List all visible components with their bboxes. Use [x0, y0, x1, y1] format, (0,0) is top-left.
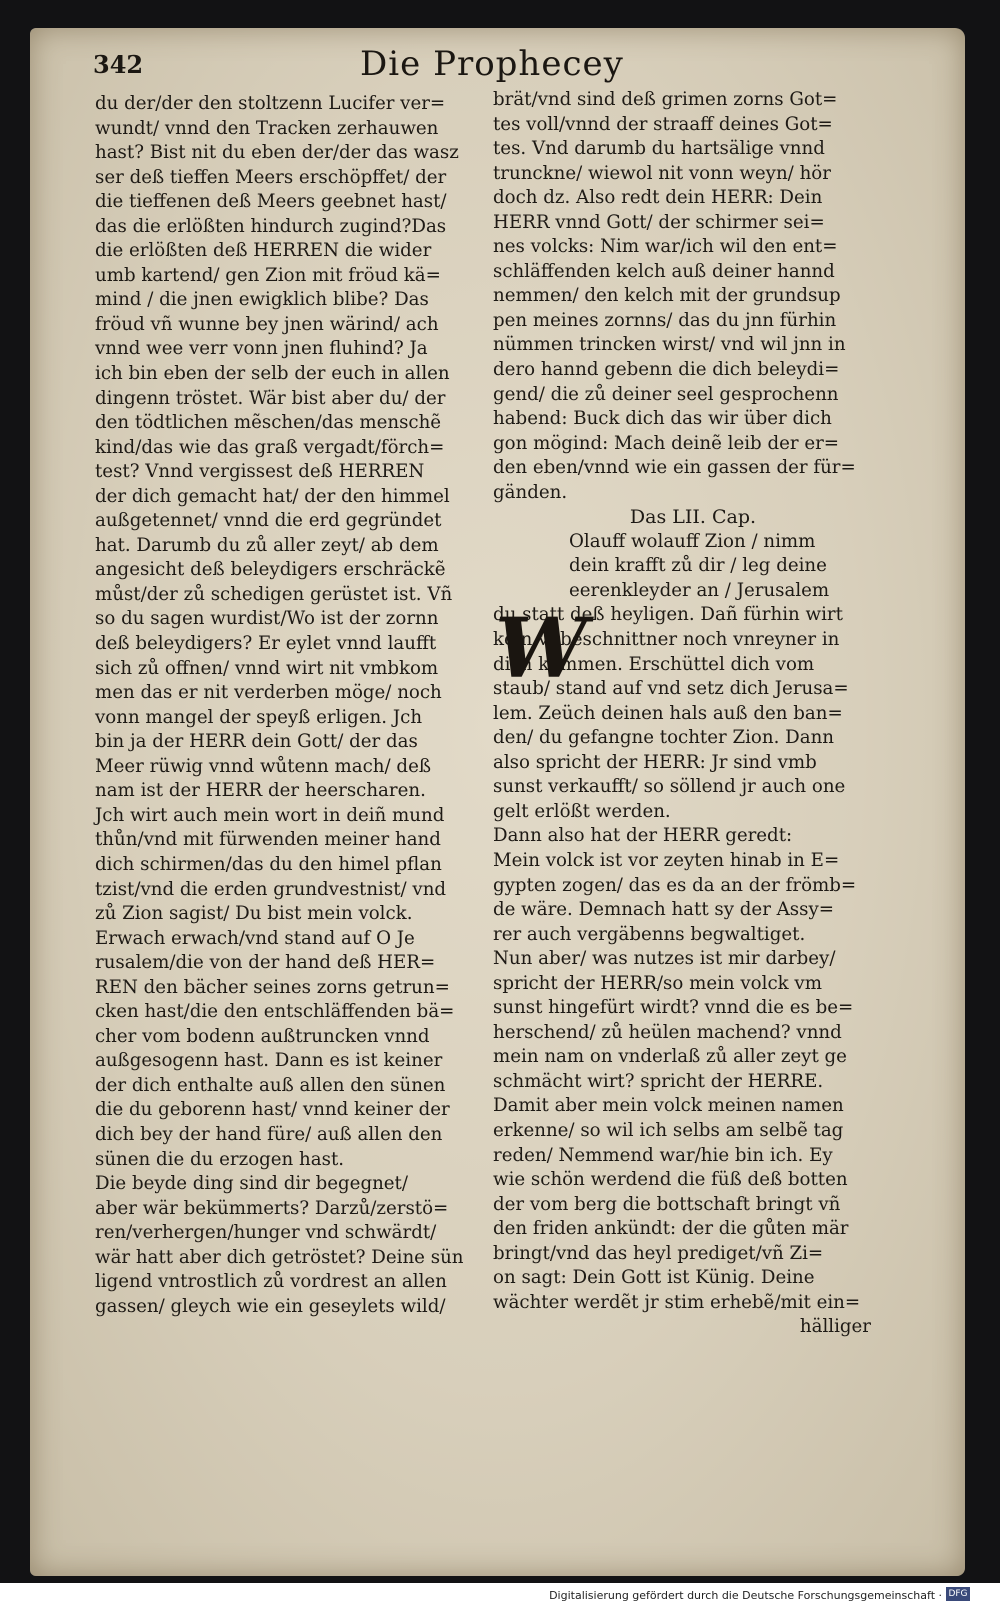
- text-line: hast? Bist nit du eben der/der das wasz: [95, 142, 459, 164]
- digitization-footer: [0, 1583, 1000, 1607]
- text-line: lem. Zeüch deinen hals auß den ban=: [493, 702, 843, 724]
- text-line: wär hatt aber dich getröstet? Deine sün: [95, 1246, 464, 1268]
- text-line: Meer rüwig vnnd wůtenn mach/ deß: [95, 755, 431, 777]
- text-line: ren/verhergen/hunger vnd schwärdt/: [95, 1222, 437, 1244]
- text-line: de wäre. Demnach hatt sy der Assy=: [493, 899, 834, 921]
- text-line: vnnd wee verr vonn jnen fluhind? Ja: [95, 338, 428, 360]
- text-line: die tieffenen deß Meers geebnet hast/: [95, 191, 447, 213]
- text-line: rer auch vergäbenns begwaltiget.: [493, 923, 806, 945]
- text-line: den tödtlichen mẽschen/das menschẽ: [95, 412, 442, 434]
- text-line: dingenn tröstet. Wär bist aber du/ der: [95, 387, 446, 409]
- text-line: das die erlößten hindurch zugind?Das: [95, 215, 447, 237]
- text-line: du statt deß heyligen. Dañ fürhin wirt: [493, 604, 843, 626]
- text-line: thůn/vnd mit fürwenden meiner hand: [95, 829, 441, 851]
- text-line: sünen die du erzogen hast.: [95, 1148, 345, 1170]
- text-line: gypten zogen/ das es da an der frömb=: [493, 874, 857, 896]
- text-line: Die beyde ding sind dir begegnet/: [95, 1173, 408, 1195]
- text-line: kind/das wie das graß vergadt/förch=: [95, 436, 445, 458]
- text-line: wie schön werdend die füß deß botten: [493, 1169, 848, 1191]
- text-line: on sagt: Dein Gott ist Künig. Deine: [493, 1267, 815, 1289]
- text-line: wächter werdẽt jr stim erhebẽ/mit ein=: [493, 1291, 861, 1313]
- catchword: hälliger: [799, 1316, 871, 1338]
- text-line: nes volcks: Nim war/ich wil den ent=: [493, 236, 838, 258]
- page-number: 342: [93, 50, 144, 79]
- text-line: deß beleydigers? Er eylet vnnd laufft: [95, 633, 437, 655]
- text-line: sunst verkaufft/ so söllend jr auch one: [493, 776, 846, 798]
- text-line: sunst hingefürt wirdt? vnnd die es be=: [493, 997, 854, 1019]
- text-line: schmächt wirt? spricht der HERRE.: [493, 1070, 824, 1092]
- text-line: den eben/vnnd wie ein gassen der für=: [493, 457, 856, 479]
- text-line: so du sagen wurdist/Wo ist der zornn: [95, 608, 439, 630]
- text-line: erkenne/ so wil ich selbs am selbẽ tag: [493, 1119, 844, 1141]
- text-line: bin ja der HERR dein Gott/ der das: [95, 731, 418, 753]
- text-line: der dich gemacht hat/ der den himmel: [95, 485, 450, 507]
- right-text-column: [493, 88, 873, 1340]
- text-line: der dich enthalte auß allen den sünen: [95, 1074, 446, 1096]
- text-line: Dann also hat der HERR geredt:: [493, 825, 793, 847]
- text-line: ich bin eben der selb der euch in allen: [95, 363, 450, 385]
- text-line: spricht der HERR/so mein volck vm: [493, 972, 822, 994]
- right-column-bottom-text: [493, 603, 873, 1315]
- text-line: staub/ stand auf vnd setz dich Jerusa=: [493, 678, 849, 700]
- text-line: rusalem/die von der hand deß HER=: [95, 952, 436, 974]
- text-line: Nun aber/ was nutzes ist mir darbey/: [493, 948, 836, 970]
- text-line: die erlößten deß HERREN die wider: [95, 240, 432, 262]
- text-line: eerenkleyder an / Jerusalem: [569, 579, 830, 601]
- drop-cap-paragraph: [493, 530, 873, 604]
- text-line: test? Vnnd vergissest deß HERREN: [95, 461, 425, 483]
- text-line: kein vnbeschnittner noch vnreyner in: [493, 629, 840, 651]
- text-line: pen meines zornns/ das du jnn fürhin: [493, 309, 837, 331]
- text-line: cken hast/die den entschläffenden bä=: [95, 1001, 455, 1023]
- text-line: mein nam on vnderlaß zů aller zeyt ge: [493, 1046, 847, 1068]
- text-line: gassen/ gleych wie ein geseylets wild/: [95, 1295, 446, 1317]
- text-line: du der/der den stoltzenn Lucifer ver=: [95, 93, 446, 114]
- text-line: gelt erlößt werden.: [493, 800, 671, 822]
- text-line: gend/ die zů deiner seel gesprochenn: [493, 383, 839, 405]
- chapter-heading: Das LII. Cap.: [629, 506, 757, 529]
- text-line: reden/ Nemmend war/hie bin ich. Ey: [493, 1144, 833, 1166]
- text-line: zů Zion sagist/ Du bist mein volck.: [95, 903, 413, 925]
- right-column-top-text: [493, 88, 873, 505]
- text-line: můst/der zů schedigen gerüstet ist. Vñ: [95, 583, 453, 605]
- text-line: tzist/vnd die erden grundvestnist/ vnd: [95, 878, 447, 900]
- text-line: dich schirmen/das du den himel pflan: [95, 853, 442, 875]
- text-line: dero hannd gebenn die dich beleydi=: [493, 359, 840, 381]
- text-line: dein krafft zů dir / leg deine: [569, 555, 827, 577]
- text-line: tes. Vnd darumb du hartsälige vnnd: [493, 138, 825, 160]
- text-line: Damit aber mein volck meinen namen: [493, 1095, 844, 1117]
- text-line: also spricht der HERR: Jr sind vmb: [493, 751, 817, 773]
- text-line: umb kartend/ gen Zion mit fröud kä=: [95, 264, 441, 286]
- text-line: doch dz. Also redt dein HERR: Dein: [493, 187, 823, 209]
- text-line: trunckne/ wiewol nit vonn weyn/ hör: [493, 162, 831, 184]
- text-line: bringt/vnd das heyl prediget/vñ Zi=: [493, 1242, 824, 1264]
- text-line: außgesogenn hast. Dann es ist keiner: [95, 1050, 443, 1072]
- text-line: aber wär bekümmerts? Darzů/zerstö=: [95, 1197, 449, 1219]
- text-line: wundt/ vnnd den Tracken zerhauwen: [95, 117, 439, 139]
- text-line: tes voll/vnnd der straaff deines Got=: [493, 113, 833, 135]
- text-line: gon mögind: Mach deinẽ leib der er=: [493, 432, 840, 454]
- text-line: ligend vntrostlich zů vordrest an allen: [95, 1271, 447, 1293]
- text-line: Jch wirt auch mein wort in deiñ mund: [95, 804, 445, 826]
- text-line: den friden ankündt: der die gůten mär: [493, 1218, 849, 1240]
- dfg-logo-icon: DFG: [946, 1587, 970, 1601]
- running-title: Die Prophecey: [360, 44, 624, 84]
- text-line: Olauff wolauff Zion / nimm: [569, 530, 816, 552]
- text-line: REN den bächer seines zorns getrun=: [95, 976, 450, 998]
- text-line: nam ist der HERR der heerscharen.: [95, 780, 426, 802]
- text-line: mind / die jnen ewigklich blibe? Das: [95, 289, 429, 311]
- text-line: HERR vnnd Gott/ der schirmer sei=: [493, 211, 825, 233]
- text-line: außgetennet/ vnnd die erd gegründet: [95, 510, 442, 532]
- text-line: herschend/ zů heülen machend? vnnd: [493, 1021, 842, 1043]
- text-line: gänden.: [493, 481, 568, 503]
- text-line: die du geborenn hast/ vnnd keiner der: [95, 1099, 450, 1121]
- text-line: der vom berg die bottschaft bringt vñ: [493, 1193, 841, 1215]
- text-line: ser deß tieffen Meers erschöpffet/ der: [95, 166, 447, 188]
- left-text-column: [95, 92, 495, 1319]
- text-line: dich kommen. Erschüttel dich vom: [493, 653, 815, 675]
- text-line: brät/vnd sind deß grimen zorns Got=: [493, 89, 838, 110]
- text-line: nümmen trincken wirst/ vnd wil jnn in: [493, 334, 846, 356]
- text-line: habend: Buck dich das wir über dich: [493, 408, 832, 430]
- text-line: angesicht deß beleydigers erschräckẽ: [95, 559, 446, 581]
- footer-credit-text: Digitalisierung gefördert durch die Deutsche Forschungsgemeinschaft ·: [549, 1589, 942, 1602]
- text-line: Mein volck ist vor zeyten hinab in E=: [493, 849, 840, 871]
- text-line: cher vom bodenn außtruncken vnnd: [95, 1025, 430, 1047]
- text-line: vonn mangel der speyß erligen. Jch: [95, 706, 423, 728]
- text-line: schläffenden kelch auß deiner hannd: [493, 260, 835, 282]
- text-line: Erwach erwach/vnd stand auf O Je: [95, 927, 415, 949]
- text-line: dich bey der hand füre/ auß allen den: [95, 1123, 443, 1145]
- text-line: hat. Darumb du zů aller zeyt/ ab dem: [95, 534, 439, 556]
- text-line: men das er nit verderben möge/ noch: [95, 682, 442, 704]
- drop-cap-initial: W: [495, 601, 588, 697]
- text-line: fröud vñ wunne bey jnen wärind/ ach: [95, 313, 439, 335]
- text-line: sich zů offnen/ vnnd wirt nit vmbkom: [95, 657, 439, 679]
- text-line: den/ du gefangne tochter Zion. Dann: [493, 727, 834, 749]
- text-line: nemmen/ den kelch mit der grundsup: [493, 285, 841, 307]
